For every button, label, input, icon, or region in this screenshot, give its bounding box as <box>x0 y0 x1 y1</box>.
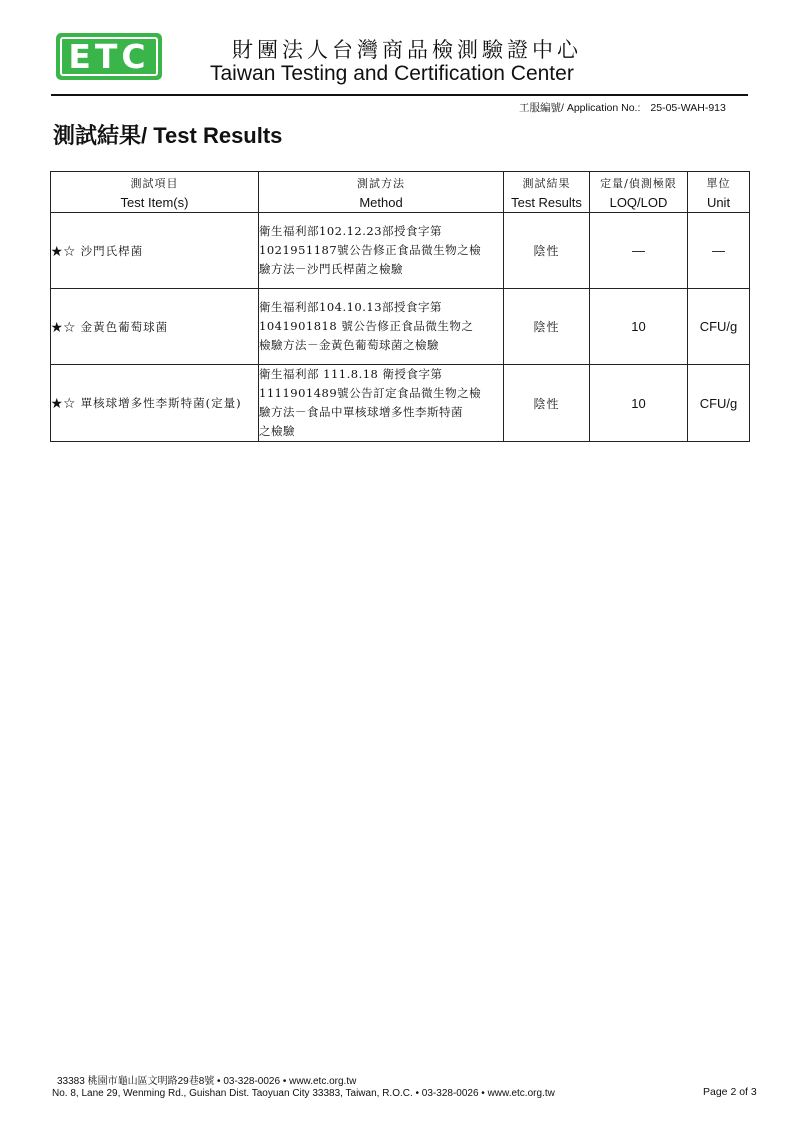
table-row <box>51 213 750 289</box>
test-item-cell: ★☆ 金黃色葡萄球菌 <box>51 289 259 365</box>
result-cell: 陰性 <box>504 213 590 289</box>
result-cell: 陰性 <box>504 365 590 442</box>
table-row <box>51 289 750 365</box>
footer-address-zh: 33383 桃園市龜山區文明路29巷8號 • 03-328-0026 • www.etc.org.tw <box>57 1076 357 1087</box>
method-cell: 衛生福利部102.12.23部授食字第 1021951187號公告修正食品微生物之檢 驗方法－沙門氏桿菌之檢驗 <box>259 213 504 289</box>
etc-logo-text: ETC <box>60 37 158 76</box>
table-row <box>51 365 750 442</box>
application-number <box>519 100 726 115</box>
loq-cell: 10 <box>590 289 688 365</box>
table-header-row <box>51 172 750 213</box>
col-header-method: 測試方法 Method <box>259 172 504 213</box>
test-item-cell: ★☆ 單核球增多性李斯特菌(定量) <box>51 365 259 442</box>
unit-cell: CFU/g <box>688 289 750 365</box>
application-label: 工服編號/ Application No.: <box>519 102 641 114</box>
test-item-cell: ★☆ 沙門氏桿菌 <box>51 213 259 289</box>
org-name-en: Taiwan Testing and Certification Center <box>210 62 574 85</box>
page-number: Page 2 of 3 <box>703 1086 757 1098</box>
method-cell: 衛生福利部 111.8.18 衛授食字第 1111901489號公告訂定食品微生物之檢 驗方法－食品中單核球增多性李斯特菌 之檢驗 <box>259 365 504 442</box>
result-cell: 陰性 <box>504 289 590 365</box>
header-divider <box>51 94 748 96</box>
method-cell: 衛生福利部104.10.13部授食字第 1041901818 號公告修正食品微生物之 檢驗方法－金黃色葡萄球菌之檢驗 <box>259 289 504 365</box>
etc-logo <box>56 33 162 80</box>
loq-cell: 10 <box>590 365 688 442</box>
col-header-test-item: 測試項目 Test Item(s) <box>51 172 259 213</box>
col-header-loq: 定量/偵測極限 LOQ/LOD <box>590 172 688 213</box>
page-title: 測試結果/ Test Results <box>53 123 283 148</box>
org-name-zh: 財團法人台灣商品檢測驗證中心 <box>232 38 582 62</box>
col-header-result: 測試結果 Test Results <box>504 172 590 213</box>
application-value: 25-05-WAH-913 <box>650 102 726 114</box>
results-table <box>50 171 750 442</box>
loq-cell: — <box>590 213 688 289</box>
unit-cell: CFU/g <box>688 365 750 442</box>
unit-cell: — <box>688 213 750 289</box>
col-header-unit: 單位 Unit <box>688 172 750 213</box>
footer-address-en: No. 8, Lane 29, Wenming Rd., Guishan Dist. Taoyuan City 33383, Taiwan, R.O.C. • 03-328-0026 • www.etc.org.tw <box>52 1088 555 1099</box>
